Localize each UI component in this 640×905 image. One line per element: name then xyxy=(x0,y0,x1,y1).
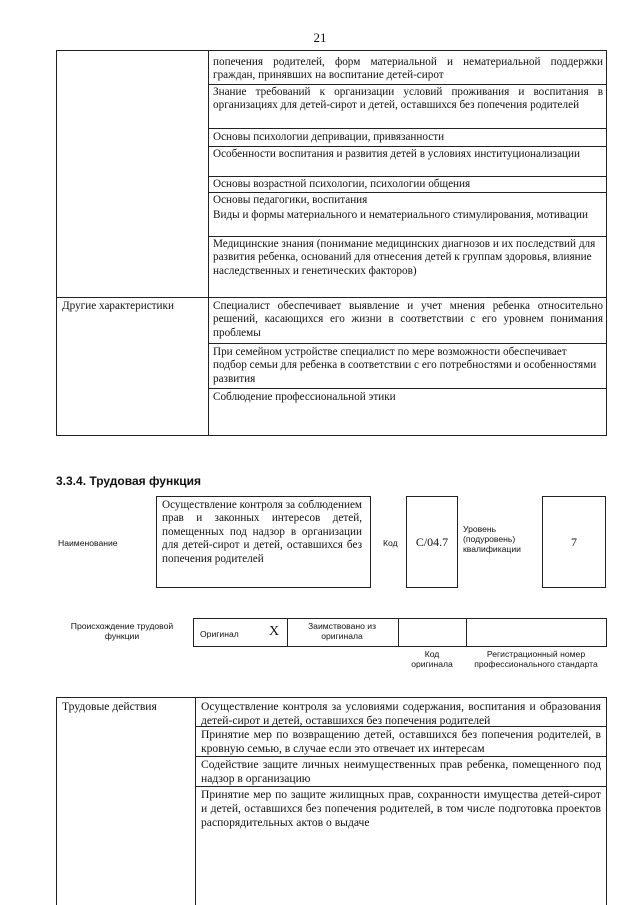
original-label: Оригинал xyxy=(200,629,239,639)
row-divider xyxy=(208,192,607,193)
section-title: 3.3.4. Трудовая функция xyxy=(56,474,201,488)
table-row: Принятие мер по защите жилищных прав, сохранности имущества детей-сирот и детей, оставшихся без попечения родителей, в том числе подготовка проектов распорядительных актов о выдаче xyxy=(201,788,601,829)
row-divider xyxy=(208,343,607,344)
origin-label: Происхождение трудовой функции xyxy=(70,621,174,641)
table-row: Виды и формы материального и нематериального стимулирования, мотивации xyxy=(213,209,588,221)
origin-box xyxy=(193,618,607,647)
level-value: 7 xyxy=(571,535,577,549)
row-divider xyxy=(208,128,607,129)
table-row: Основы педагогики, воспитания xyxy=(213,194,368,206)
code-label: Код xyxy=(383,538,398,548)
table-row: Осуществление контроля за условиями содержания, воспитания и образования детей-сирот и детей, оставшихся без попечения родителей xyxy=(201,700,601,727)
table-row: Знание требований к организации условий проживания и воспитания в организациях для детей-сирот и детей, оставшихся без попечения родителей xyxy=(213,86,603,112)
table-row: попечения родителей, форм материальной и нематериальной поддержки граждан, принявших на воспитание детей-сирот xyxy=(213,56,603,82)
row-divider xyxy=(195,756,607,757)
code-value: С/04.7 xyxy=(415,535,449,549)
table-row: Медицинские знания (понимание медицинских диагнозов и их последствий для развития ребенка, оснований для отнесения детей к группам здоровья, влияние наследственных и генетических факторов) xyxy=(213,238,596,277)
table-row: Специалист обеспечивает выявление и учет мнения ребенка относительно решений, касающихся его жизни в соответствии с его уровнем понимания проблемы xyxy=(213,300,603,339)
table-column-divider xyxy=(195,697,196,905)
code-original-caption: Код оригинала xyxy=(411,649,453,669)
row-divider xyxy=(208,84,607,85)
table-row: Принятие мер по возвращению детей, оставшихся без попечения родителей, в кровную семью, в случае если это отвечает их интересам xyxy=(201,728,601,755)
row-divider xyxy=(56,297,607,298)
table-row: Основы возрастной психологии, психологии общения xyxy=(213,178,471,190)
borrowed-label: Заимствовано из оригинала xyxy=(307,621,377,641)
actions-label: Трудовые действия xyxy=(62,700,157,713)
row-divider xyxy=(208,388,607,389)
origin-divider xyxy=(466,618,467,647)
row-divider xyxy=(195,726,607,727)
page-number: 21 xyxy=(313,30,327,45)
row-divider xyxy=(208,146,607,147)
table-row: Особенности воспитания и развития детей в условиях институционализации xyxy=(213,148,581,160)
regnum-caption: Регистрационный номер профессионального стандарта xyxy=(474,649,598,669)
name-label: Наименование xyxy=(58,538,118,548)
origin-divider xyxy=(398,618,399,647)
original-mark: Х xyxy=(269,624,280,639)
table-row: Основы психологии депривации, привязанности xyxy=(213,131,445,143)
table-row: При семейном устройстве специалист по мере возможности обеспечивает подбор семьи для ребенка в соответствии с его потребностями и особенностями развития xyxy=(213,346,597,385)
row-divider xyxy=(208,176,607,177)
level-label: Уровень (подуровень) квалификации xyxy=(463,524,521,554)
row-divider xyxy=(195,786,607,787)
table-row: Содействие защите личных неимущественных прав ребенка, помещенного под надзор в организацию xyxy=(201,758,601,785)
origin-divider xyxy=(287,618,288,647)
other-characteristics-label: Другие характеристики xyxy=(62,300,174,312)
function-name-value: Осуществление контроля за соблюдением прав и законных интересов детей, помещенных под надзор в организации для детей-сирот и детей, оставшихся без попечения родителей xyxy=(162,499,362,565)
table-row: Соблюдение профессиональной этики xyxy=(213,391,396,403)
row-divider xyxy=(208,236,607,237)
